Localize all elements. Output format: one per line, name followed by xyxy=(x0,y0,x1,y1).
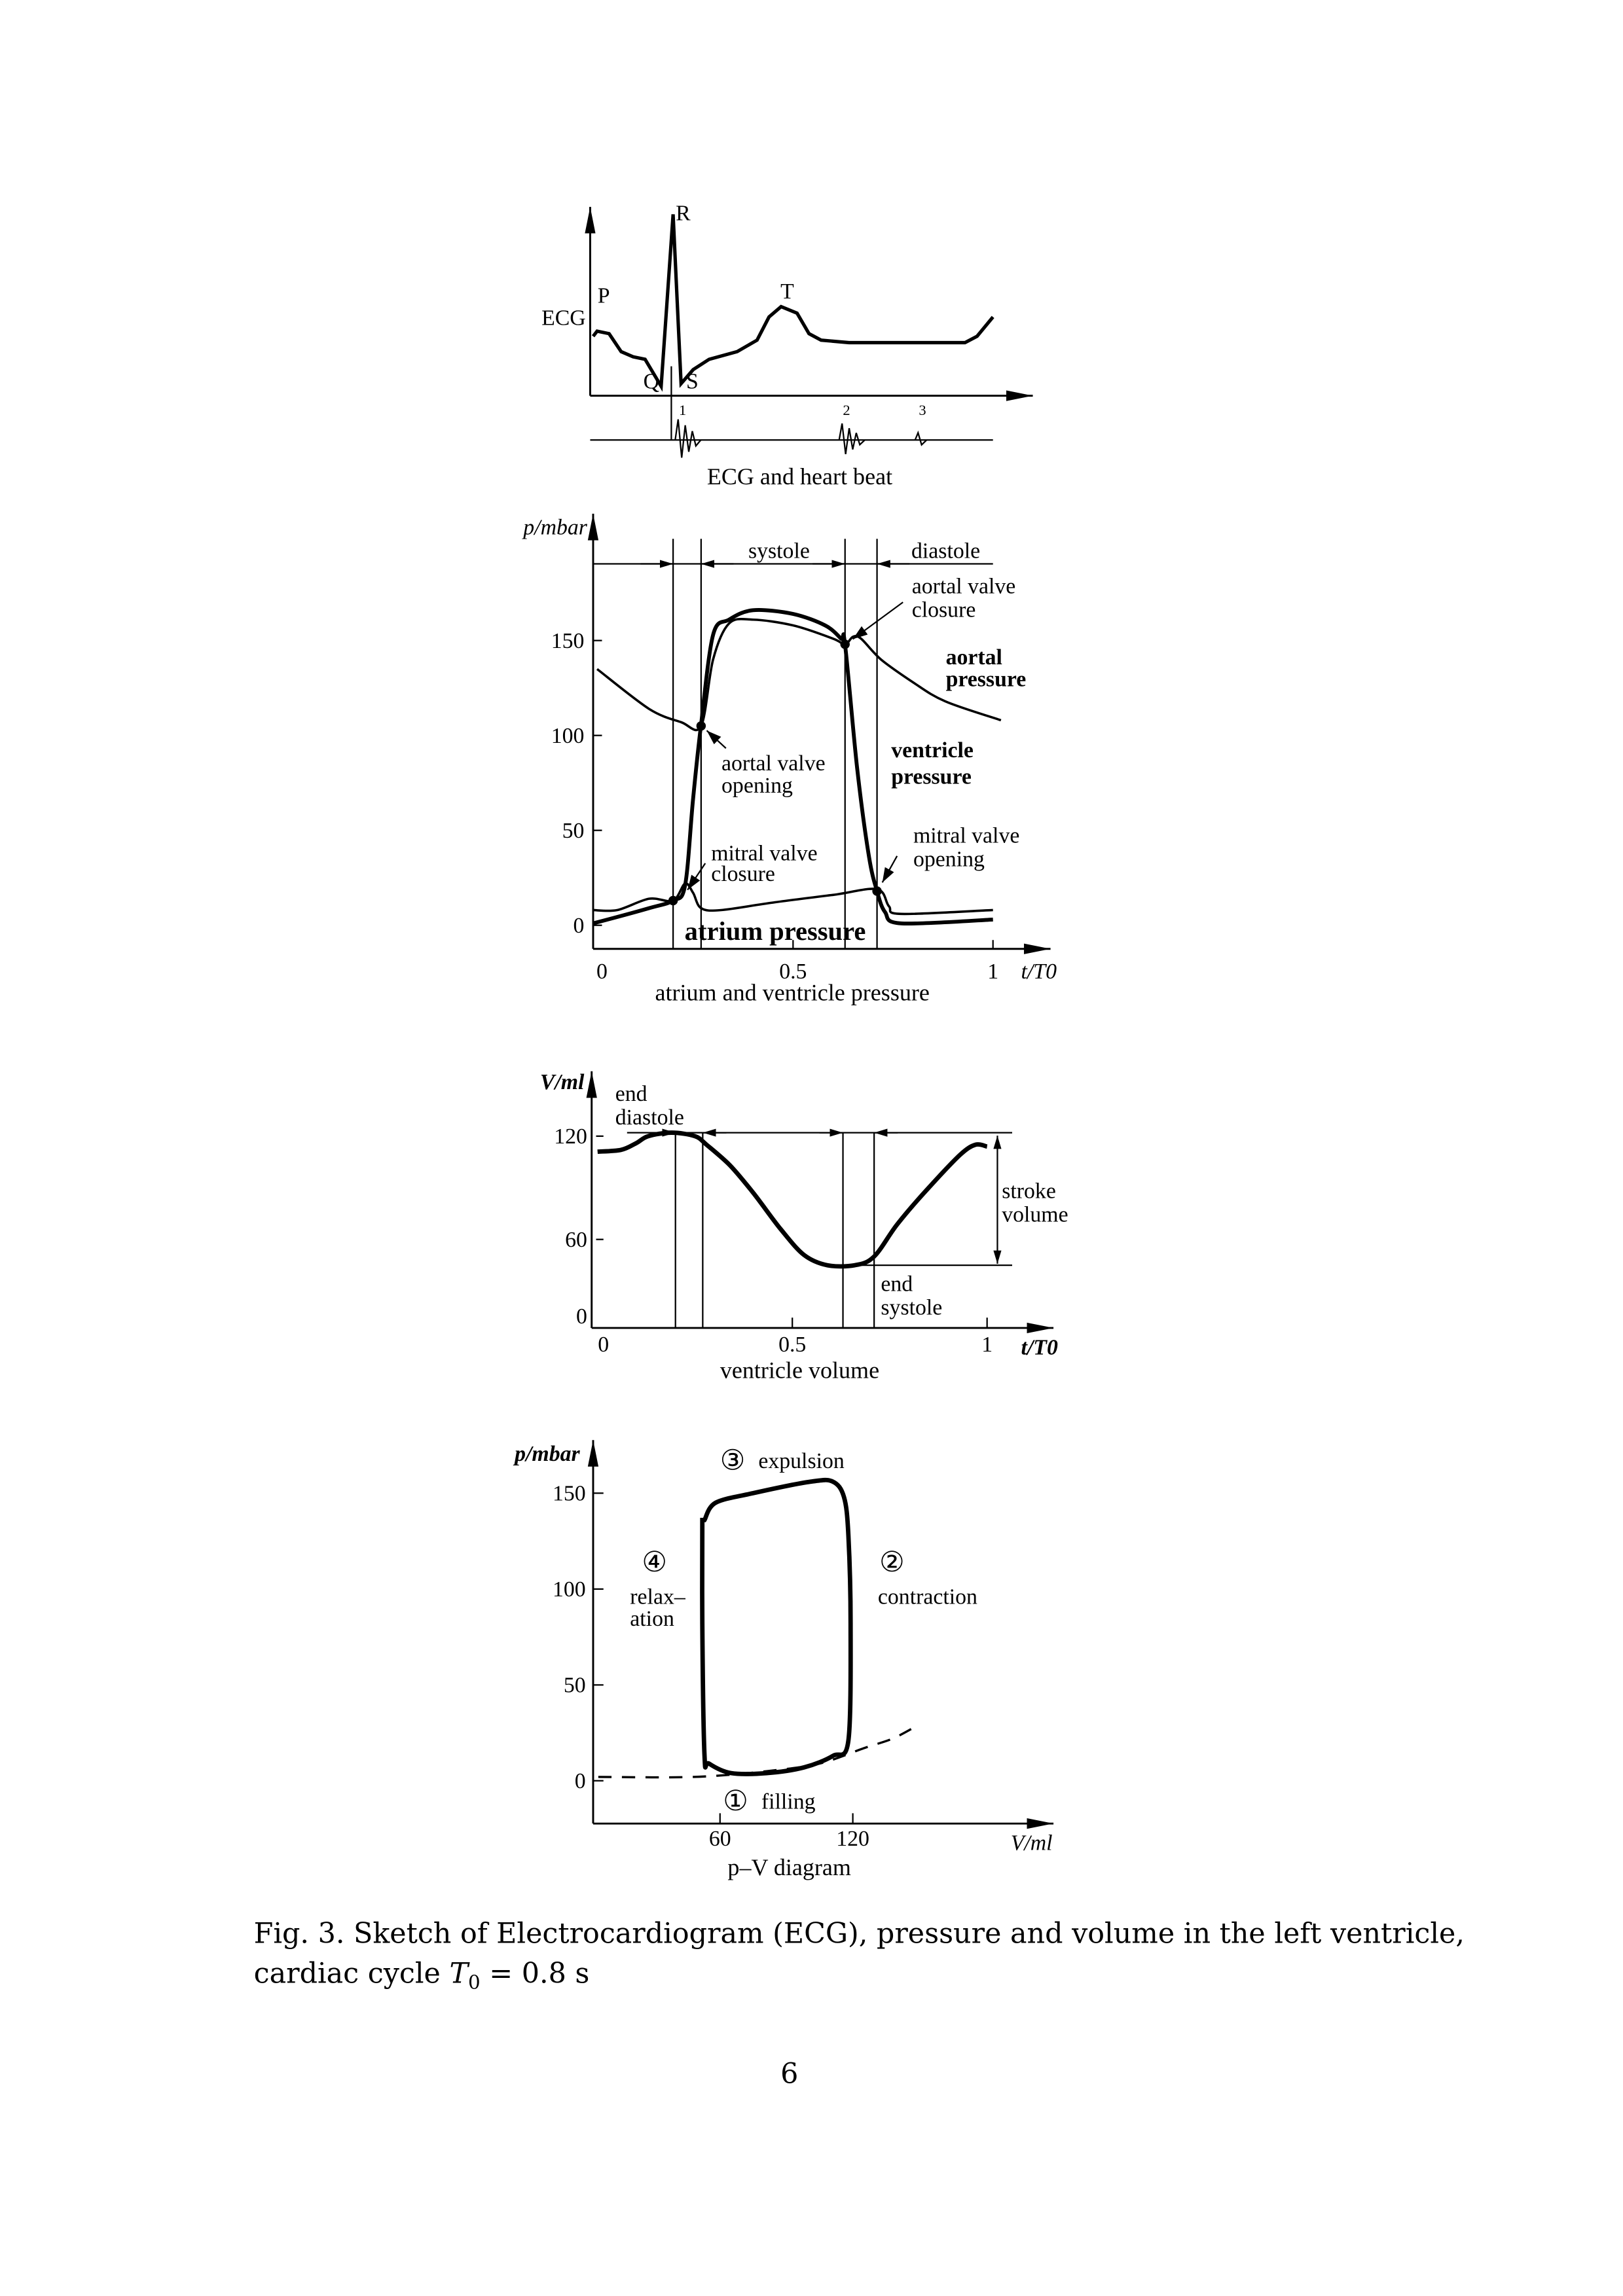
pressure-panel xyxy=(522,514,1057,1006)
y-tick-label: 0 xyxy=(573,913,585,938)
pressure-y-ticks xyxy=(551,629,602,938)
x-tick-label: 0 xyxy=(598,1333,610,1357)
mitral-valve-opening-label-2: opening xyxy=(913,847,985,872)
caption-subscript: 0 xyxy=(468,1971,481,1994)
y-tick-label: 50 xyxy=(563,1673,586,1698)
stroke-volume-label: stroke xyxy=(1002,1179,1056,1204)
heart-sounds xyxy=(675,402,926,457)
caption-suffix: = 0.8 s xyxy=(480,1957,590,1990)
heart-sound-1 xyxy=(675,420,701,458)
y-tick-label: 60 xyxy=(565,1227,587,1252)
x-tick-label: 120 xyxy=(836,1826,869,1851)
pv-y-ticks xyxy=(553,1482,604,1793)
atrium-pressure-label: atrium pressure xyxy=(684,916,866,946)
ecg-label-r: R xyxy=(676,201,691,226)
volume-x-label: t/T0 xyxy=(1021,1335,1058,1360)
phase-4-label-2: ation xyxy=(630,1607,674,1632)
pv-caption: p–V diagram xyxy=(727,1854,851,1881)
stroke-volume-label-2: volume xyxy=(1002,1202,1068,1227)
aortal-pressure-label: aortal xyxy=(945,645,1002,670)
figure-caption-line-2 xyxy=(254,1958,590,1994)
ecg-caption: ECG and heart beat xyxy=(706,463,893,490)
ecg-label-p: P xyxy=(597,283,610,308)
diastole-label: diastole xyxy=(911,539,981,564)
aortal-pressure-label-2: pressure xyxy=(945,667,1027,692)
event-dot xyxy=(668,896,678,905)
systole-label: systole xyxy=(748,539,810,564)
aortal-valve-opening-arrow xyxy=(706,730,725,748)
page-number: 6 xyxy=(780,2057,799,2090)
y-tick-label: 100 xyxy=(551,723,585,748)
caption-variable: T xyxy=(449,1957,469,1990)
ecg-label-s: S xyxy=(685,369,699,394)
y-tick-label: 0 xyxy=(574,1769,586,1794)
mitral-valve-closure-arrow xyxy=(687,863,705,890)
x-tick-label: 0.5 xyxy=(778,1333,807,1357)
pv-y-label: p/mbar xyxy=(515,1441,580,1466)
y-tick-label: 120 xyxy=(554,1124,587,1149)
x-tick-label: 0.5 xyxy=(779,959,807,984)
pv-x-label: V/ml xyxy=(1010,1831,1053,1856)
heart-sound-3 xyxy=(915,433,927,444)
phase-2-circled-number: ② xyxy=(879,1547,905,1578)
phase-2-label: contraction xyxy=(877,1585,977,1609)
pressure-y-label: p/mbar xyxy=(523,515,587,540)
ecg-label-q: Q xyxy=(643,369,660,394)
end-diastole-label: end xyxy=(615,1081,647,1106)
heart-sound-label: 3 xyxy=(919,401,926,418)
ventricle-pressure-label-2: pressure xyxy=(891,764,972,789)
x-tick-label: 0 xyxy=(596,959,608,984)
heart-sound-2 xyxy=(839,423,865,454)
y-tick-label: 150 xyxy=(552,1481,586,1506)
y-tick-label: 100 xyxy=(552,1577,586,1602)
pressure-x-ticks xyxy=(596,940,998,984)
y-tick-label: 50 xyxy=(562,818,585,843)
phase-1-label: filling xyxy=(761,1789,816,1814)
x-tick-label: 60 xyxy=(708,1826,731,1851)
passive-filling-dashed-line xyxy=(598,1727,915,1778)
mitral-valve-closure-label-2: closure xyxy=(711,862,775,887)
phase-4-circled-number: ④ xyxy=(642,1547,667,1578)
ventricle-pressure-label: ventricle xyxy=(891,738,974,762)
volume-y-ticks xyxy=(554,1124,603,1329)
mitral-valve-closure-label: mitral valve xyxy=(711,841,818,866)
figure-caption-line-1: Fig. 3. Sketch of Electrocardiogram (ECG), pressure and volume in the left ventricle, xyxy=(253,1917,1465,1950)
y-tick-label: 150 xyxy=(551,628,585,653)
volume-y-label: V/ml xyxy=(539,1069,585,1094)
ecg-panel xyxy=(541,201,1032,489)
aortal-valve-closure-label-2: closure xyxy=(911,598,976,622)
volume-caption: ventricle volume xyxy=(720,1357,880,1384)
caption-prefix: cardiac cycle xyxy=(253,1957,450,1990)
mitral-valve-opening-arrow xyxy=(883,856,898,883)
mitral-valve-opening-label: mitral valve xyxy=(913,823,1020,848)
heart-sound-label: 2 xyxy=(843,401,850,418)
pv-loop-line xyxy=(702,1480,851,1774)
ecg-y-label: ECG xyxy=(541,306,586,331)
phase-1-circled-number: ① xyxy=(723,1785,748,1817)
phase-4-label: relax– xyxy=(630,1585,685,1609)
y-tick-label: 0 xyxy=(576,1304,587,1329)
volume-x-ticks xyxy=(598,1318,993,1357)
aortal-pressure-line xyxy=(597,619,1001,730)
x-tick-label: 1 xyxy=(987,959,999,984)
pressure-caption: atrium and ventricle pressure xyxy=(655,979,930,1006)
pv-x-ticks xyxy=(709,1813,869,1851)
end-systole-label-2: systole xyxy=(881,1295,943,1320)
pressure-x-label: t/T0 xyxy=(1021,959,1057,984)
aortal-valve-opening-label-2: opening xyxy=(721,773,793,798)
end-diastole-label-2: diastole xyxy=(615,1105,684,1130)
aortal-valve-closure-arrow xyxy=(853,602,903,639)
atrium-pressure-line xyxy=(593,884,993,914)
event-dot xyxy=(872,886,881,895)
end-systole-label: end xyxy=(881,1272,913,1297)
pv-panel xyxy=(513,1440,1053,1880)
ventricle-volume-line xyxy=(598,1133,987,1266)
volume-panel xyxy=(540,1070,1068,1384)
aortal-valve-closure-label: aortal valve xyxy=(911,574,1016,599)
event-dot xyxy=(697,721,706,730)
ecg-label-t: T xyxy=(780,279,794,304)
heart-sound-label: 1 xyxy=(678,401,687,418)
event-dot xyxy=(841,639,850,649)
x-tick-label: 1 xyxy=(981,1333,993,1357)
aortal-valve-opening-label: aortal valve xyxy=(721,751,826,776)
phase-3-circled-number: ③ xyxy=(720,1445,746,1477)
phase-3-label: expulsion xyxy=(758,1449,845,1474)
